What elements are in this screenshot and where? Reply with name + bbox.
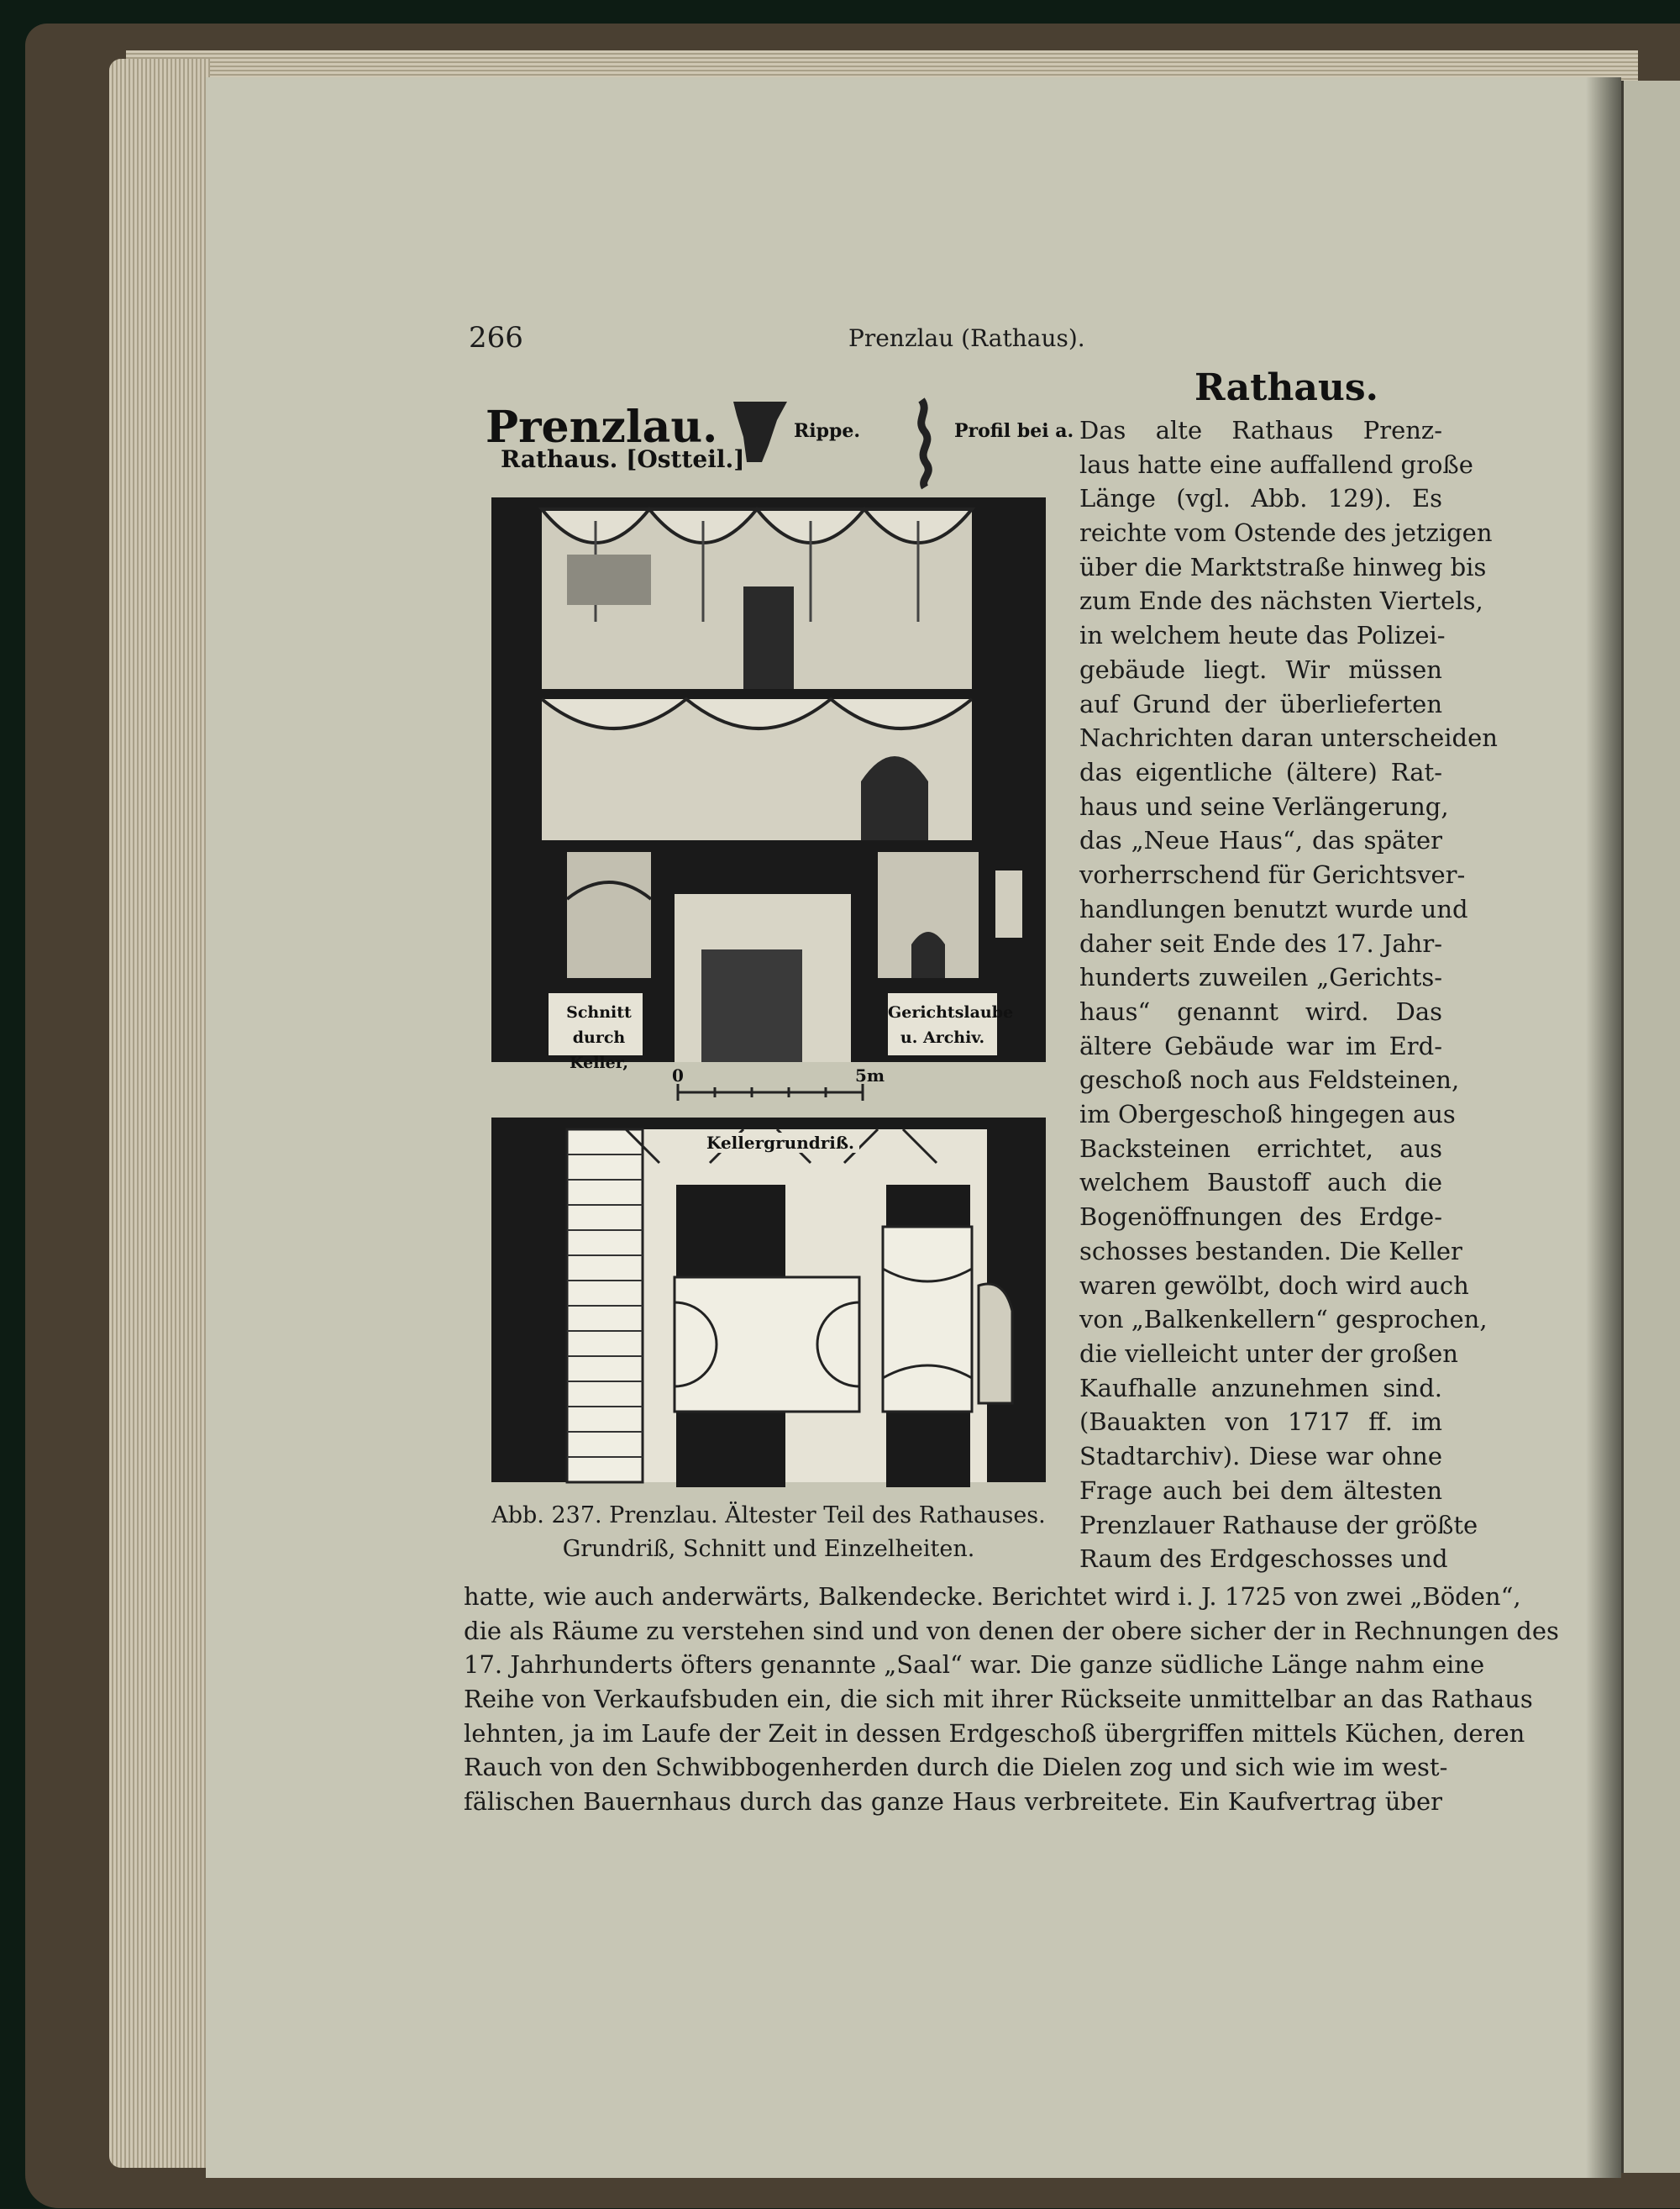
column-line: auf Grund der überlieferten [1079,690,1442,718]
column-line: Kaufhalle anzunehmen sind. [1079,1374,1442,1402]
column-line: schosses bestanden. Die Keller [1079,1237,1462,1265]
cellar-plan [491,1118,1046,1487]
column-line: Raum des Erdgeschosses und [1079,1544,1448,1573]
scale-zero: 0 [672,1065,684,1086]
column-line: Backsteinen errichtet, aus [1079,1134,1442,1163]
column-line: von „Balkenkellern“ gesprochen, [1079,1305,1488,1333]
column-line: das „Neue Haus“, das später [1079,826,1442,855]
body-line: Reihe von Verkaufsbuden ein, die sich mit ihrer Rückseite unmittelbar an das Rathaus [464,1685,1533,1713]
column-line: (Bauakten von 1717 ff. im [1079,1407,1442,1436]
body-line: Rauch von den Schwibbogenherden durch die Dielen zog und sich wie im west- [464,1753,1448,1781]
page-block-edge [109,59,210,2168]
column-line: waren gewölbt, doch wird auch [1079,1271,1469,1300]
label-profile: Profil bei a. [954,420,1074,442]
body-line: fälischen Bauernhaus durch das ganze Haus verbreitete. Ein Kaufvertrag über [464,1787,1442,1816]
column-line: Nachrichten daran unterscheiden [1079,723,1498,752]
profile-a-icon [921,400,929,487]
column-line: laus hatte eine auffallend große [1079,450,1473,479]
column-line: Das alte Rathaus Prenz- [1079,416,1442,444]
column-line: Stadtarchiv). Diese war ohne [1079,1442,1442,1470]
scale-bar [678,1084,863,1101]
column-line: welchem Baustoff auch die [1079,1168,1442,1197]
caption-line: Abb. 237. Prenzlau. Ältester Teil des Rathauses. [491,1502,1046,1528]
column-line: das eigentliche (ältere) Rat- [1079,758,1442,786]
figure-drawing [491,395,1046,1487]
label-rib: Rippe. [794,420,861,442]
column-line: handlungen benutzt wurde und [1079,895,1468,923]
column-line: geschoß noch aus Feldsteinen, [1079,1065,1460,1094]
section-drawing [491,497,1046,1062]
column-line: Prenzlauer Rathause der größte [1079,1511,1478,1539]
column-line: die vielleicht unter der großen [1079,1339,1458,1368]
column-line: in welchem heute das Polizei- [1079,621,1446,650]
scale-end: 5m [855,1065,885,1086]
column-line: Länge (vgl. Abb. 129). Es [1079,484,1442,513]
column-line: zum Ende des nächsten Viertels, [1079,586,1483,615]
page-number: 266 [469,321,523,355]
section-heading: Rathaus. [1194,366,1378,409]
column-line: vorherrschend für Gerichtsver- [1079,860,1466,889]
column-line: hunderts zuweilen „Gerichts- [1079,963,1442,991]
body-line: lehnten, ja im Laufe der Zeit in dessen Erdgeschoß übergriffen mittels Küchen, deren [464,1719,1525,1748]
column-line: ältere Gebäude war im Erd- [1079,1032,1442,1060]
figure-caption [491,1499,1046,1566]
label-cellar-plan: Kellergrundriß. [701,1133,859,1153]
caption-line: Grundriß, Schnitt und Einzelheiten. [562,1536,975,1562]
label-court: Gerichtslaube u. Archiv. [888,1003,1014,1047]
facing-page [1621,81,1680,2173]
column-line: haus“ genannt wird. Das [1079,997,1442,1026]
figure-title: Prenzlau. [486,402,718,453]
column-line: gebäude liegt. Wir müssen [1079,655,1442,684]
body-line: die als Räume zu verstehen sind und von denen der obere sicher der in Rechnungen des [464,1617,1559,1645]
column-line: im Obergeschoß hingegen aus [1079,1100,1456,1128]
column-line: Frage auch bei dem ältesten [1079,1476,1442,1505]
book-gutter [1586,77,1621,2178]
running-head: Prenzlau (Rathaus). [848,324,1085,352]
column-line: daher seit Ende des 17. Jahr- [1079,929,1442,958]
column-line: Bogenöffnungen des Erdge- [1079,1202,1442,1231]
figure-subtitle: Rathaus. [Ostteil.] [501,445,745,473]
body-line: 17. Jahrhunderts öfters genannte „Saal“ war. Die ganze südliche Länge nahm eine [464,1650,1485,1679]
column-line: reichte vom Ostende des jetzigen [1079,518,1493,547]
column-line: haus und seine Verlängerung, [1079,792,1449,821]
label-section: Schnitt durch Keller, [566,1003,632,1072]
column-line: über die Marktstraße hinweg bis [1079,553,1487,581]
body-line: hatte, wie auch anderwärts, Balkendecke. Berichtet wird i. J. 1725 von zwei „Böden“, [464,1582,1521,1611]
